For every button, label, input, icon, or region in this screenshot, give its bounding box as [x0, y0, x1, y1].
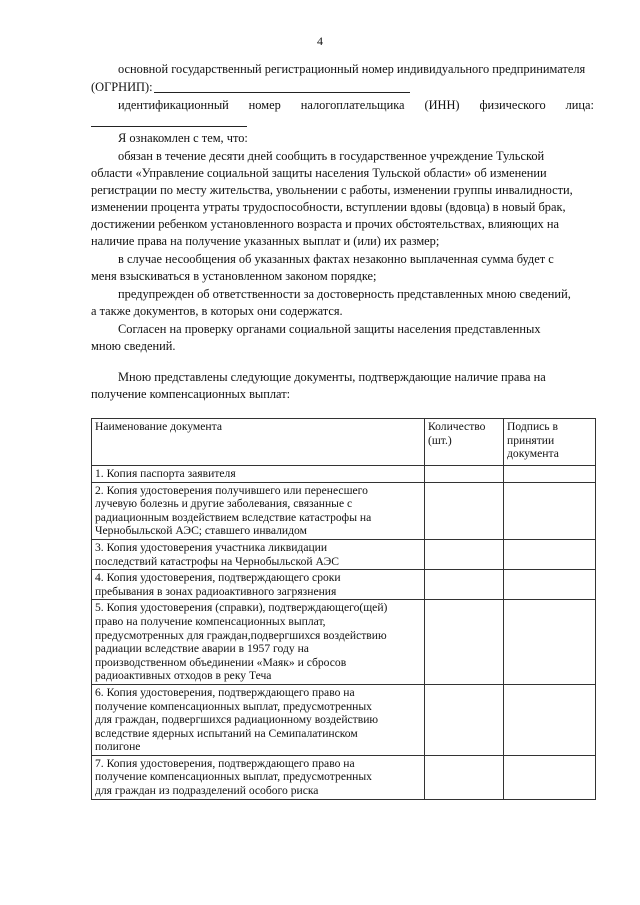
ack-intro: Я ознакомлен с тем, что:: [118, 131, 248, 145]
signature-cell[interactable]: [504, 755, 596, 799]
document-name-cell: [92, 482, 425, 539]
cell-line: вследствие ядерных испытаний на Семипалатинском: [95, 726, 358, 740]
ack-p1-line: достижении ребенком установленного возраста и прочих обстоятельствах, влияющих на: [91, 217, 559, 231]
document-name-cell: [92, 539, 425, 569]
cell-line: получение компенсационных выплат, предусмотренных: [95, 770, 372, 784]
inn-word: идентификационный: [118, 98, 229, 112]
ogrnip-line1: основной государственный регистрационный номер индивидуального предпринимателя: [118, 62, 586, 76]
cell-line: 1. Копия паспорта заявителя: [95, 467, 236, 480]
table-row: [92, 755, 596, 799]
documents-intro-line: Мною представлены следующие документы, подтверждающие наличие права на: [118, 370, 546, 384]
signature-cell[interactable]: [504, 684, 596, 755]
ack-p1-line: обязан в течение десяти дней сообщить в государственное учреждение Тульской: [118, 149, 545, 163]
quantity-cell[interactable]: [425, 570, 504, 600]
ack-p2-line: в случае несообщения об указанных фактах незаконно выплаченная сумма будет с: [118, 252, 554, 266]
cell-line: 5. Копия удостоверения (справки), подтверждающего(щей): [95, 601, 388, 615]
ack-p1-line: области «Управление социальной защиты населения Тульской области» об изменении: [91, 166, 547, 180]
cell-line: Чернобыльской АЭС; ставшего инвалидом: [95, 524, 307, 538]
cell-line: 6. Копия удостоверения, подтверждающего право на: [95, 685, 355, 699]
header-signature: [504, 419, 596, 466]
ack-p2-line: меня взыскиваться в установленном законом порядке;: [91, 269, 377, 283]
header-document-name: Наименование документа: [92, 419, 425, 466]
cell-line: лучевую болезнь и другие заболевания, связанные с: [95, 497, 353, 511]
cell-line: последствий катастрофы на Чернобыльской АЭС: [95, 554, 339, 568]
cell-line: радиационным воздействием вследствие катастрофы на: [95, 510, 372, 524]
cell-line: 2. Копия удостоверения получившего или перенесшего: [95, 483, 368, 497]
quantity-cell[interactable]: [425, 466, 504, 483]
header-signature-line: принятии: [507, 433, 555, 447]
ack-p4-line: мною сведений.: [91, 339, 176, 353]
ogrnip-label: (ОГРНИП):: [91, 80, 153, 94]
header-quantity-line: Количество: [428, 420, 486, 433]
quantity-cell[interactable]: [425, 600, 504, 685]
cell-line: получение компенсационных выплат, предусмотренных: [95, 699, 372, 713]
cell-line: 3. Копия удостоверения участника ликвидации: [95, 540, 328, 554]
document-name-cell: [92, 600, 425, 685]
table-row: [92, 600, 596, 685]
signature-cell[interactable]: [504, 600, 596, 685]
table-row: [92, 539, 596, 569]
ogrnip-blank-line: [154, 92, 410, 93]
cell-line: полигоне: [95, 740, 141, 754]
document-name-cell: [92, 755, 425, 799]
document-name-cell: [92, 684, 425, 755]
header-signature-line: Подпись в: [507, 420, 558, 433]
cell-line: 7. Копия удостоверения, подтверждающего право на: [95, 756, 355, 770]
documents-intro-line: получение компенсационных выплат:: [91, 387, 291, 401]
page-number: 4: [317, 34, 323, 48]
inn-word: налогоплательщика: [300, 98, 405, 112]
signature-cell[interactable]: [504, 466, 596, 483]
ack-p3-line: предупрежден об ответственности за достоверность представленных мною сведений,: [118, 287, 571, 301]
document-name-cell: [92, 570, 425, 600]
cell-line: для граждан, подвергшихся радиационному воздействию: [95, 713, 379, 727]
document-name-cell: [92, 466, 425, 483]
header-quantity: [425, 419, 504, 466]
cell-line: производственном объединении «Маяк» и сбросов: [95, 655, 347, 669]
header-signature-line: документа: [507, 447, 559, 461]
documents-table: [91, 418, 596, 800]
signature-cell[interactable]: [504, 482, 596, 539]
header-quantity-line: (шт.): [428, 433, 452, 447]
cell-line: пребывания в зонах радиоактивного загрязнения: [95, 584, 337, 598]
inn-line: [118, 98, 594, 113]
cell-line: радиации вследствие аварии в 1957 году на: [95, 642, 309, 656]
table-row: [92, 466, 596, 483]
cell-line: радиоактивных отходов в реку Теча: [95, 669, 272, 683]
inn-word: (ИНН): [424, 98, 460, 112]
inn-word: номер: [248, 98, 281, 112]
inn-word: лица:: [565, 98, 594, 112]
quantity-cell[interactable]: [425, 482, 504, 539]
cell-line: 4. Копия удостоверения, подтверждающего сроки: [95, 571, 341, 585]
ack-p1-line: изменении процента утраты трудоспособности, вступлении вдовы (вдовца) в новый брак,: [91, 200, 566, 214]
table-row: [92, 482, 596, 539]
ack-p3-line: а также документов, в которых они содержатся.: [91, 304, 343, 318]
cell-line: для граждан из подразделений особого риска: [95, 784, 319, 798]
inn-blank-line: [91, 126, 247, 127]
table-row: [92, 570, 596, 600]
ack-p4-line: Согласен на проверку органами социальной защиты населения представленных: [118, 322, 541, 336]
inn-word: физического: [479, 98, 546, 112]
table-header-row: [92, 419, 596, 466]
quantity-cell[interactable]: [425, 539, 504, 569]
quantity-cell[interactable]: [425, 684, 504, 755]
ack-p1-line: наличие права на получение указанных выплат и (или) их размер;: [91, 234, 440, 248]
quantity-cell[interactable]: [425, 755, 504, 799]
cell-line: предусмотренных для граждан,подвергшихся воздействию: [95, 628, 387, 642]
signature-cell[interactable]: [504, 570, 596, 600]
table-row: [92, 684, 596, 755]
ack-p1-line: регистрации по месту жительства, увольнении с работы, изменении группы инвалидности,: [91, 183, 573, 197]
signature-cell[interactable]: [504, 539, 596, 569]
cell-line: право на получение компенсационных выплат,: [95, 614, 326, 628]
